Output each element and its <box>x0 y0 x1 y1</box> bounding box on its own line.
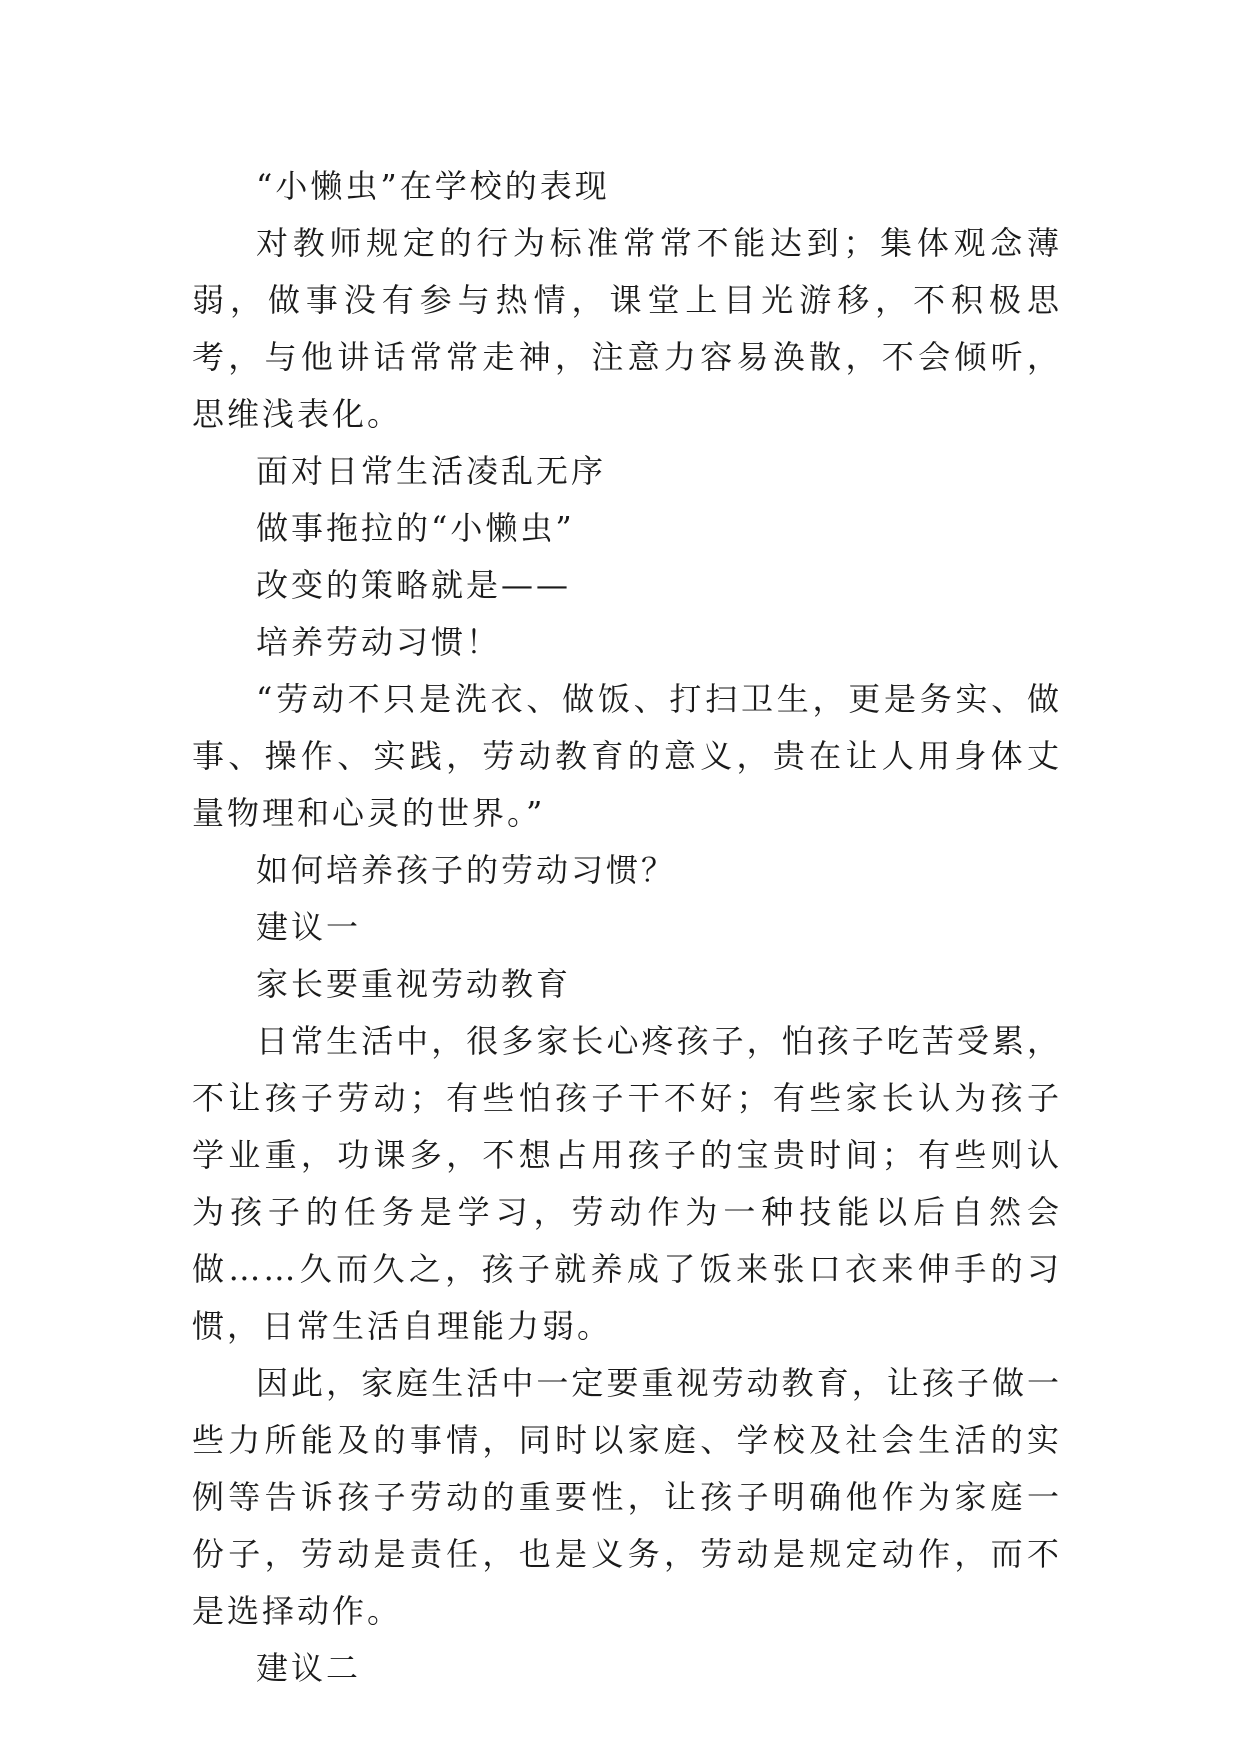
question-how-to-cultivate: 如何培养孩子的劳动习惯？ <box>256 851 677 889</box>
quote-labor-meaning: “劳动不只是洗衣、做饭、打扫卫生，更是务实、做事、操作、实践，劳动教育的意义，贵在让人用身体丈量物理和心灵的世界。” <box>192 680 1062 832</box>
document-body <box>192 158 1062 1697</box>
line-strategy: 改变的策略就是—— <box>256 566 572 604</box>
line-disorder: 面对日常生活凌乱无序 <box>256 452 607 490</box>
suggestion-one-title: 家长要重视劳动教育 <box>256 965 572 1003</box>
section-heading-school-behavior: “小懒虫”在学校的表现 <box>256 167 610 205</box>
paragraph-therefore: 因此，家庭生活中一定要重视劳动教育，让孩子做一些力所能及的事情，同时以家庭、学校及社会生活的实例等告诉孩子劳动的重要性，让孩子明确他作为家庭一份子，劳动是责任，也是义务，劳动是规定动作，而不是选择动作。 <box>192 1364 1062 1630</box>
line-cultivate-habit: 培养劳动习惯！ <box>256 623 502 661</box>
paragraph-parents-attitude: 日常生活中，很多家长心疼孩子，怕孩子吃苦受累，不让孩子劳动；有些怕孩子干不好；有些家长认为孩子学业重，功课多，不想占用孩子的宝贵时间；有些则认为孩子的任务是学习，劳动作为一种技能以后自然会做……久而久之，孩子就养成了饭来张口衣来伸手的习惯，日常生活自理能力弱。 <box>192 1022 1062 1345</box>
paragraph-school-behavior: 对教师规定的行为标准常常不能达到；集体观念薄弱，做事没有参与热情，课堂上目光游移，不积极思考，与他讲话常常走神，注意力容易涣散，不会倾听，思维浅表化。 <box>192 224 1062 433</box>
suggestion-two-label: 建议二 <box>256 1649 362 1687</box>
suggestion-one-label: 建议一 <box>256 908 362 946</box>
line-procrastination: 做事拖拉的“小懒虫” <box>256 509 575 547</box>
